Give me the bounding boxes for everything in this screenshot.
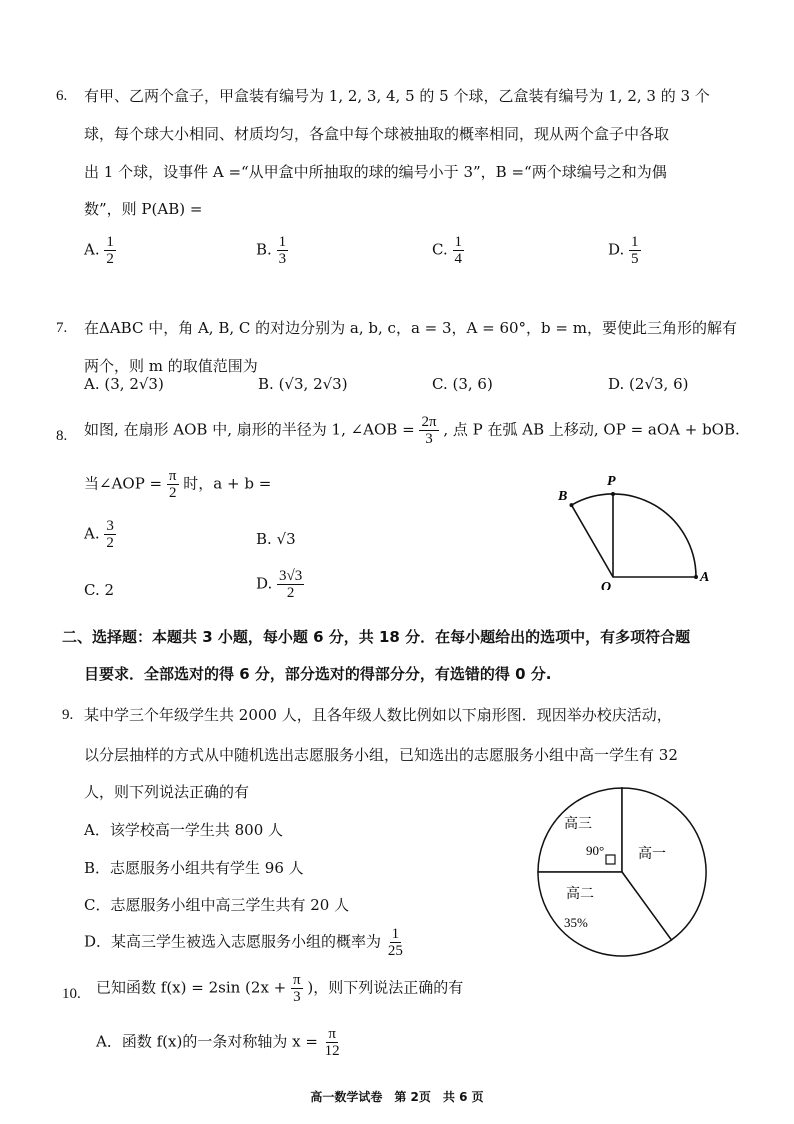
label-b: B [558,489,568,504]
q9-option-b: B．志愿服务小组共有学生 96 人 [84,859,304,877]
q7-line2: 两个，则 m 的取值范围为 [84,357,258,375]
point-a [694,575,698,579]
q6-option-d: D. $\frac{1}{5}$ [608,234,639,267]
q7-line1: 在ΔABC 中，角 A, B, C 的对边分别为 a, b, c，a = 3，A = 60°，b = m，要使此三角形的解有 [84,319,737,337]
q6-option-c: C. $\frac{1}{4}$ [432,234,462,267]
section2-line2: 目要求．全部选对的得 6 分，部分选对的得部分分，有选错的得 0 分. [84,665,552,683]
q8-option-b: B. √3 [256,530,296,548]
section2-line1: 二、选择题：本题共 3 小题，每小题 6 分，共 18 分．在每小题给出的选项中，有多项符合题 [62,628,691,646]
label-p: P [607,474,616,489]
point-p [611,492,615,496]
label-grade1: 高一 [638,847,666,862]
sector-outline [572,494,697,577]
q6-option-b: B. $\frac{1}{3}$ [256,234,287,267]
q9-line2: 以分层抽样的方式从中随机选出志愿服务小组，已知选出的志愿服务小组中高一学生有 32 [84,746,678,764]
q7-number: 7. [56,320,68,336]
q7-option-b: B. (√3, 2√3) [258,375,348,393]
q8-option-d: D. $\frac{3√3}{2}$ [256,568,303,601]
q7-option-c: C. (3, 6) [432,375,493,393]
q7-option-a: A. (3, 2√3) [84,375,164,393]
q6-line2: 球，每个球大小相同、材质均匀，各盒中每个球被抽取的概率相同，现从两个盒子中各取 [84,125,670,143]
sector-figure [550,470,720,590]
q9-option-a: A．该学校高一学生共 800 人 [84,821,284,839]
point-b [570,503,574,507]
q6-line3: 出 1 个球，设事件 A =“从甲盒中所抽取的球的编号小于 3”，B =“两个球编号之和为偶 [84,163,667,181]
q10-number: 10. [62,986,81,1002]
q9-option-d: D．某高三学生被选入志愿服务小组的概率为 $\frac{1}{25}$ [84,926,403,959]
label-grade2: 高二 [566,887,594,902]
q8-line2: 当∠AOP = $\frac{\pi}{2}$ 时，a + b = [84,468,272,501]
q10-line1: 已知函数 f(x) = 2sin (2x + $\frac{\pi}{3}$ )，则下列说法正确的有 [96,972,464,1005]
q6-number: 6. [56,88,68,104]
q10-option-a: A．函数 f(x)的一条对称轴为 x = $\frac{\pi}{12}$ [96,1026,340,1059]
q9-line3: 人，则下列说法正确的有 [84,783,250,801]
q8-option-a: A. $\frac{3}{2}$ [84,518,114,551]
q6-line4: 数”，则 P(AB) = [84,200,203,218]
q8-line1: 如图, 在扇形 AOB 中, 扇形的半径为 1, ∠AOB = $\frac{2\pi}{3}$ , 点 P 在弧 AB 上移动, OP = aOA + bOB. [84,414,740,447]
q9-option-c: C．志愿服务小组中高三学生共有 20 人 [84,896,350,914]
q9-number: 9. [62,707,74,723]
page-footer: 高一数学试卷 第 2页 共 6 页 [310,1090,484,1104]
label-a: A [700,570,710,585]
q7-option-d: D. (2√3, 6) [608,375,689,393]
label-grade3: 高三 [564,817,592,832]
grade-pie-chart [534,784,710,960]
label-o: O [601,580,612,590]
q6-line1: 有甲、乙两个盒子，甲盒装有编号为 1, 2, 3, 4, 5 的 5 个球，乙盒装有编号为 1, 2, 3 的 3 个 [84,87,710,105]
label-35pct: 35% [564,915,588,930]
pie-slices [538,788,706,956]
q8-number: 8. [56,428,68,444]
q8-option-c: C. 2 [84,581,115,599]
q9-line1: 某中学三个年级学生共 2000 人，且各年级人数比例如以下扇形图．现因举办校庆活动， [84,706,672,724]
q6-option-a: A. $\frac{1}{2}$ [84,234,114,267]
label-90deg: 90° [586,843,605,858]
